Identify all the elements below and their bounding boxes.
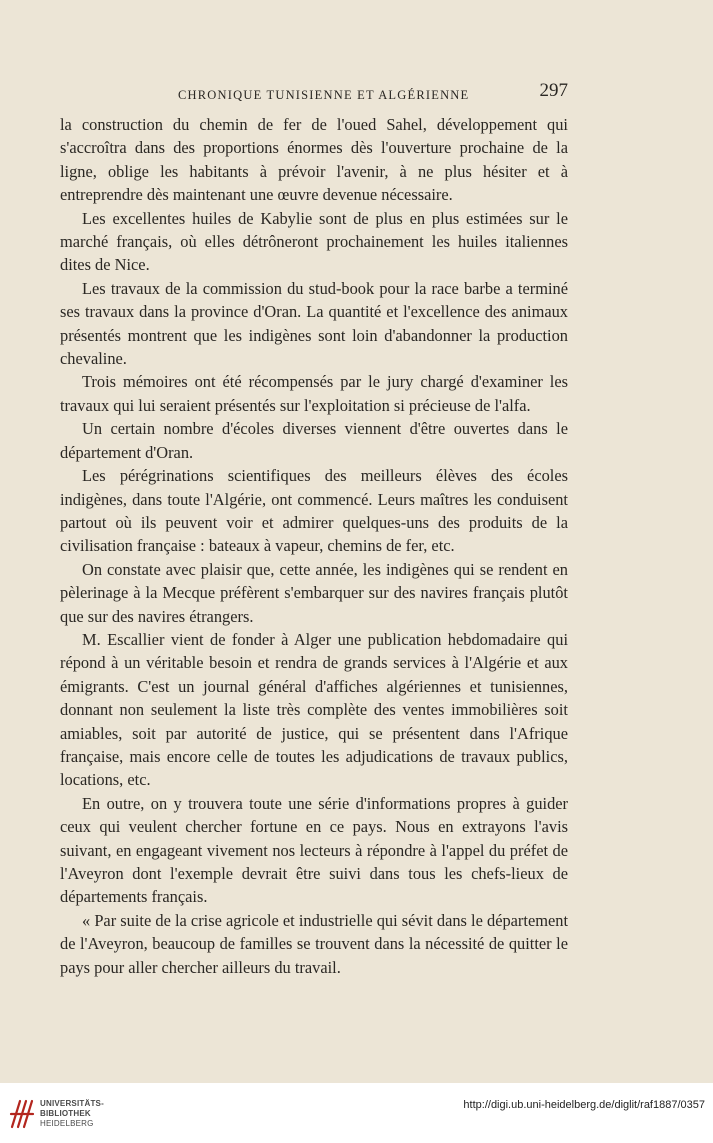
page-number: 297	[539, 80, 568, 101]
library-logo-icon	[8, 1097, 36, 1131]
logo-line: UNIVERSITÄTS-	[40, 1099, 104, 1108]
paragraph: Trois mémoires ont été récompensés par le jury chargé d'examiner les travaux qui lui seraient présentés sur l'exploitation si précieuse de l'alfa.	[60, 372, 568, 415]
paragraph: En outre, on y trouvera toute une série d'informations propres à guider ceux qui veulent chercher fortune en ce pays. Nous en extrayons l'avis suivant, en engageant vivement nos lecteurs à répondre à l'appel du préfet de l'Aveyron dont l'exemple devrait être suivi dans tous les chefs-lieux de départements français.	[60, 793, 568, 907]
digitization-footer	[0, 1083, 713, 1143]
paragraph: Un certain nombre d'écoles diverses viennent d'être ouvertes dans le département d'Oran.	[60, 419, 568, 462]
paragraph: Les excellentes huiles de Kabylie sont de plus en plus estimées sur le marché français, où elles détrôneront prochainement les huiles italiennes dites de Nice.	[60, 208, 568, 275]
logo-line: BIBLIOTHEK	[40, 1109, 91, 1118]
paragraph: On constate avec plaisir que, cette année, les indigènes qui se rendent en pèlerinage à la Mecque préfèrent s'embarquer sur des navires français plutôt que sur des navires étrangers.	[60, 559, 568, 626]
body-text	[60, 113, 568, 979]
paragraph: « Par suite de la crise agricole et industrielle qui sévit dans le département de l'Aveyron, beaucoup de familles se trouvent dans la nécessité de quitter le pays pour aller chercher ailleurs du travail.	[60, 910, 568, 977]
running-head	[60, 80, 568, 104]
library-logo-text	[40, 1099, 104, 1129]
paragraph: Les pérégrinations scientifiques des meilleurs élèves des écoles indigènes, dans toute l'Algérie, ont commencé. Leurs maîtres les conduisent partout où ils peuvent voir et admirer quelques-uns des produits de la civilisation française : bateaux à vapeur, chemins de fer, etc.	[60, 466, 568, 556]
source-url-link[interactable]: http://digi.ub.uni-heidelberg.de/diglit/raf1887/0357	[463, 1099, 705, 1111]
paragraph: M. Escallier vient de fonder à Alger une publication hebdomadaire qui répond à un véritable besoin et rendra de grands services à l'Algérie et aux émigrants. C'est un journal général d'affiches algériennes et tunisiennes, donnant non seulement la liste très complète des ventes immobilières soit amiables, soit par autorité de justice, qui se présentent dans l'Afrique française, mais encore celle de toutes les adjudications de travaux publics, locations, etc.	[60, 629, 568, 790]
paragraph: la construction du chemin de fer de l'oued Sahel, développement qui s'accroîtra dans des proportions énormes dès l'ouverture prochaine de la ligne, oblige les habitants à prévoir l'avenir, à ne plus hésiter et à entreprendre dès maintenant une œuvre devenue nécessaire.	[60, 115, 568, 205]
running-title: CHRONIQUE TUNISIENNE ET ALGÉRIENNE	[178, 88, 470, 102]
paragraph: Les travaux de la commission du stud-book pour la race barbe a terminé ses travaux dans la province d'Oran. La quantité et l'excellence des animaux présentés montrent que les indigènes sont loin d'abandonner la production chevaline.	[60, 278, 568, 369]
logo-line: HEIDELBERG	[40, 1119, 94, 1128]
